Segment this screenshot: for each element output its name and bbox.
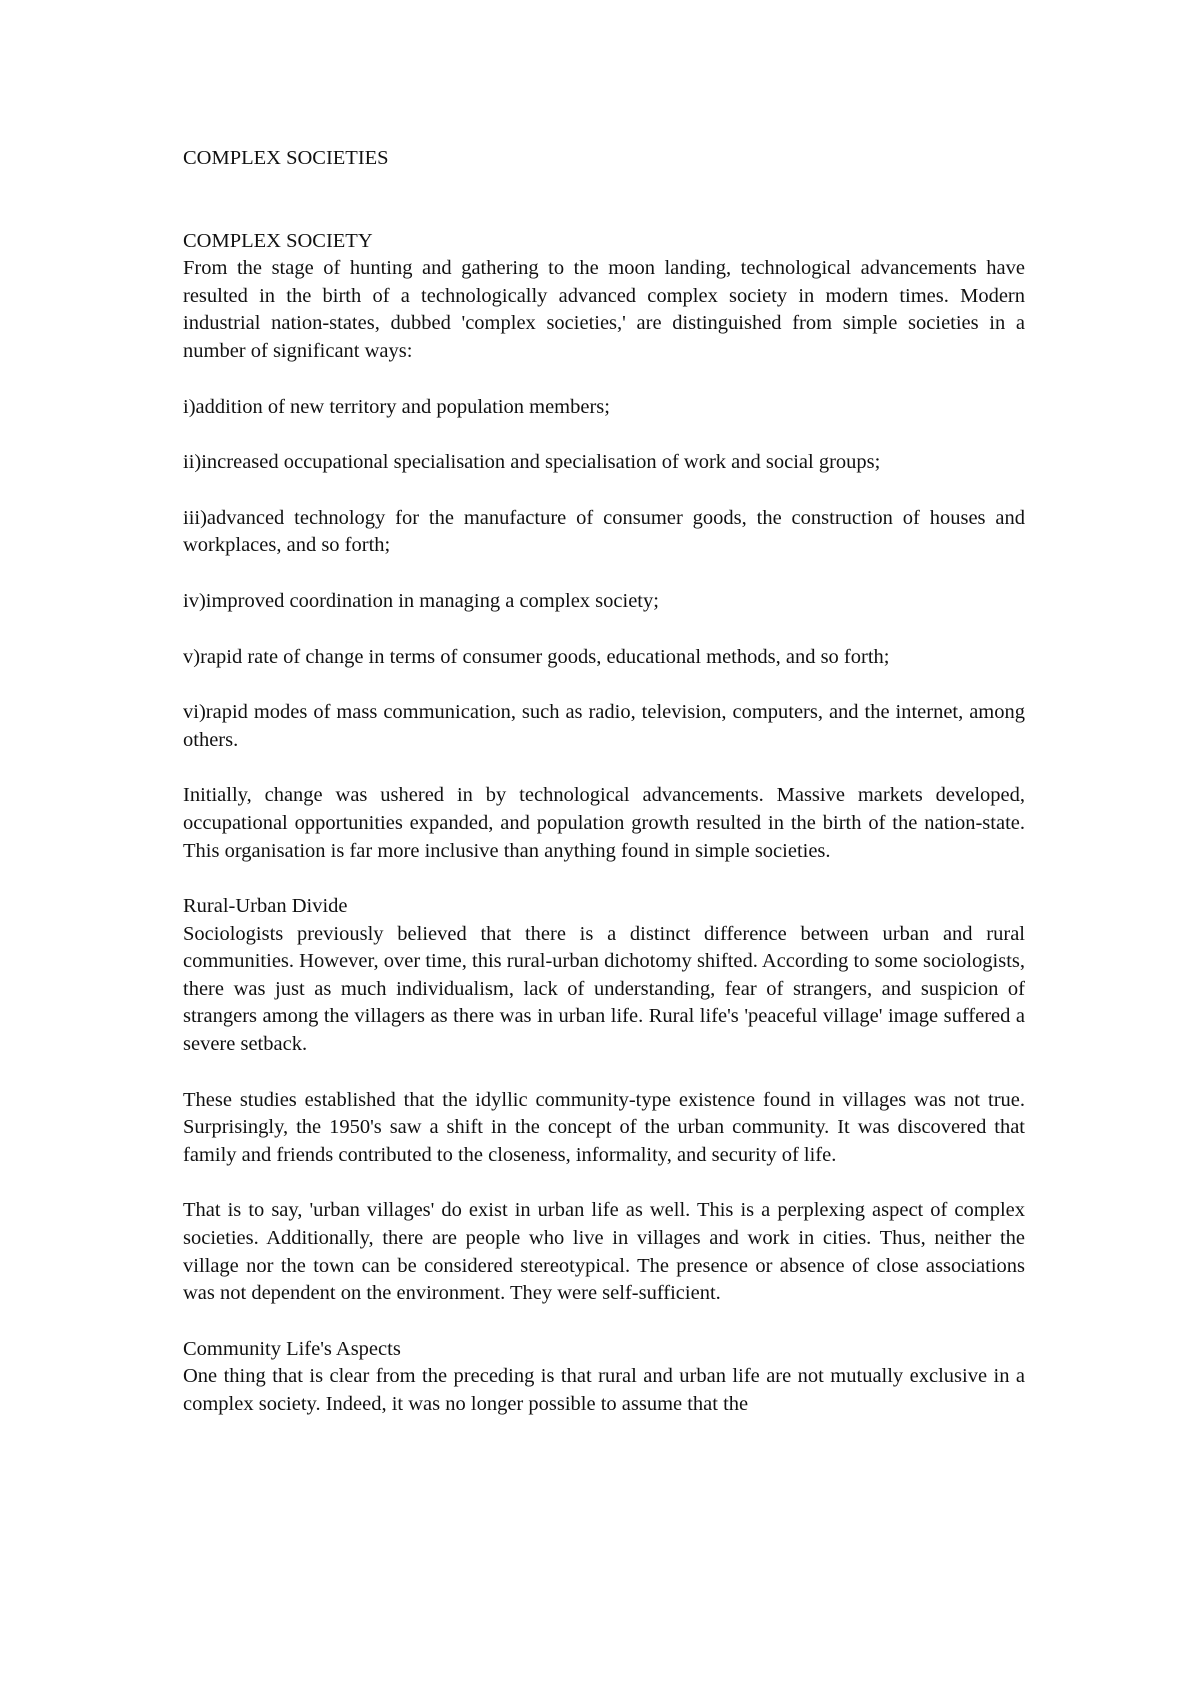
document-title: COMPLEX SOCIETIES — [183, 147, 389, 169]
paragraph-rural-urban-3: That is to say, 'urban villages' do exist in urban life as well. This is a perplexing aspect of complex societies. Additionally, there are people who live in villages and work in cities. Thus, neither the village nor the town can be considered stereotypical. The presence or absence of close associations was not dependent on the environment. They were self-sufficient. — [183, 1199, 1025, 1305]
paragraph-initially: Initially, change was ushered in by technological advancements. Massive markets developed, occupational opportunities expanded, and population growth resulted in the birth of the nation-state. This organisation is far more inclusive than anything found in simple societies. — [183, 784, 1025, 862]
list-item: iv)improved coordination in managing a complex society; — [183, 589, 659, 612]
paragraph-rural-urban-2: These studies established that the idyllic community-type existence found in villages was not true. Surprisingly, the 1950's saw a shift in the concept of the urban community. It was discovered that family and friends contributed to the closeness, informality, and security of life. — [183, 1088, 1025, 1166]
list-item: v)rapid rate of change in terms of consumer goods, educational methods, and so forth; — [183, 645, 890, 668]
section-complex-society — [183, 228, 1025, 366]
list-item: iii)advanced technology for the manufacture of consumer goods, the construction of houses and workplaces, and so forth; — [183, 506, 1025, 557]
section-heading-complex-society: COMPLEX SOCIETY — [183, 229, 373, 252]
section-heading-community-life: Community Life's Aspects — [183, 1337, 401, 1360]
list-item: vi)rapid modes of mass communication, such as radio, television, computers, and the internet, among others. — [183, 701, 1025, 751]
document-page — [183, 145, 1025, 1447]
paragraph-rural-urban-1: Sociologists previously believed that there is a distinct difference between urban and rural communities. However, over time, this rural-urban dichotomy shifted. According to some sociologists, there was just as much individualism, lack of understanding, fear of strangers, and suspicion of strangers among the villagers as there was in urban life. Rural life's 'peaceful village' image suffered a severe setback. — [183, 922, 1025, 1056]
list-item: i)addition of new territory and population members; — [183, 395, 610, 418]
intro-paragraph: From the stage of hunting and gathering to the moon landing, technological advancements have resulted in the birth of a technologically advanced complex society in modern times. Modern industrial nation-states, dubbed 'complex societies,' are distinguished from simple societies in a number of significant ways: — [183, 257, 1025, 362]
section-heading-rural-urban: Rural-Urban Divide — [183, 895, 348, 918]
list-item: ii)increased occupational specialisation and specialisation of work and social groups; — [183, 451, 881, 474]
section-rural-urban-divide — [183, 893, 1025, 1059]
section-community-life — [183, 1336, 1025, 1419]
paragraph-community-life-1: One thing that is clear from the preceding is that rural and urban life are not mutually exclusive in a complex society. Indeed, it was no longer possible to assume that the — [183, 1365, 1025, 1415]
